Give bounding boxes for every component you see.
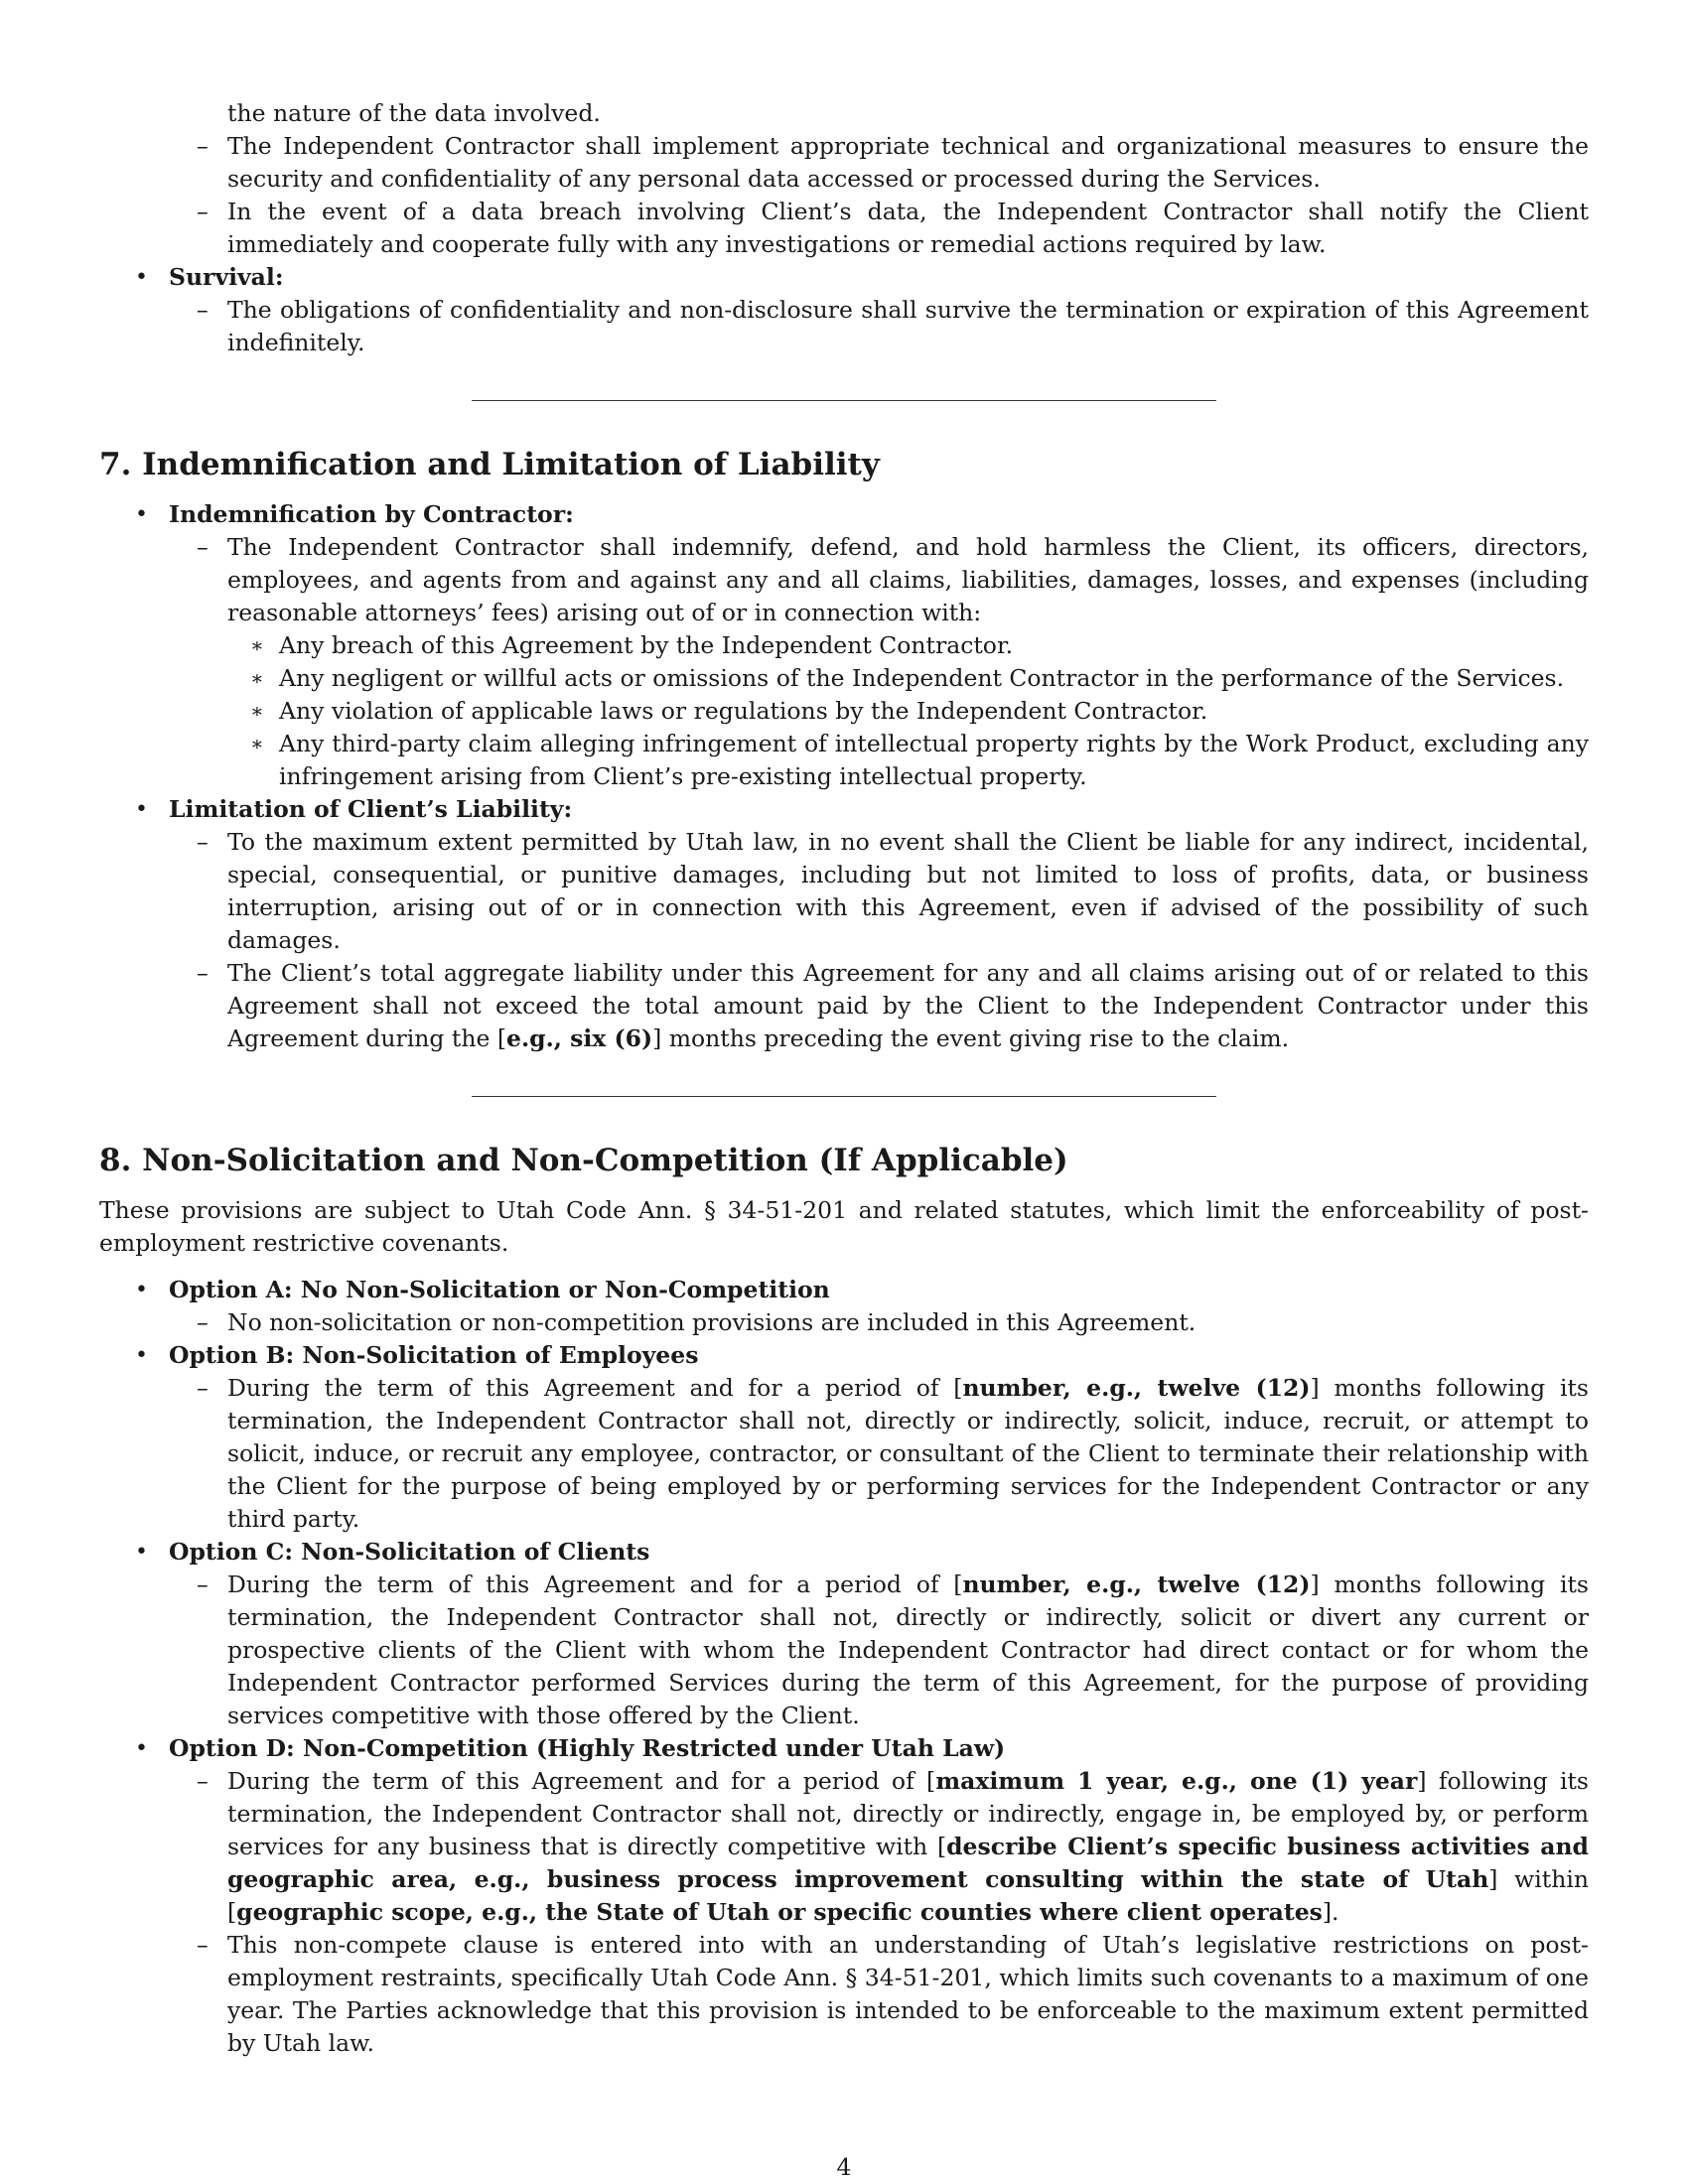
list-item: • Option B: Non-Solicitation of Employees bbox=[135, 1341, 699, 1369]
continued-line: the nature of the data involved. bbox=[227, 99, 601, 127]
list-item: – This non-compete clause is entered into with an understanding of Utah’s legislative restrictions on post-employment restraints, specifically Utah Code Ann. § 34-51-201, which limits such covenants to a maximum of one year. The Parties acknowledge that this provision is intended to be enforceable to the maximum extent permitted by Utah law. bbox=[197, 1931, 1589, 2057]
list-item: – To the maximum extent permitted by Utah law, in no event shall the Client be liable for any indirect, incidental, special, consequential, or punitive damages, including but not limited to loss of profits, data, or business interruption, arising out of or in connection with this Agreement, even if advised of the possibility of such damages. bbox=[197, 828, 1589, 954]
list-item: ∗ Any negligent or willful acts or omissions of the Independent Contractor in the performance of the Services. bbox=[250, 664, 1565, 692]
list-item: – The Client’s total aggregate liability under this Agreement for any and all claims arising out of or related to this Agreement shall not exceed the total amount paid by the Client to the Independent Contractor under this Agreement during the [e.g., six (6)] months preceding the event giving rise to the claim. bbox=[197, 959, 1589, 1052]
list-item: • Survival: bbox=[135, 263, 284, 291]
list-item: – During the term of this Agreement and for a period of [maximum 1 year, e.g., one (1) year] following its termination, the Independent Contractor shall not, directly or indirectly, engage in, be employed by, or perform services for any business that is directly competitive with [describe Client’s specific business activities and geographic area, e.g., business process improvement consulting within the state of Utah] within [geographic scope, e.g., the State of Utah or specific counties where client operates]. bbox=[197, 1767, 1589, 1926]
list-item: – During the term of this Agreement and for a period of [number, e.g., twelve (12)] months following its termination, the Independent Contractor shall not, directly or indirectly, solicit, induce, recruit, or attempt to solicit, induce, or recruit any employee, contractor, or consultant of the Client to terminate their relationship with the Client for the purpose of being employed by or performing services for the Independent Contractor or any third party. bbox=[197, 1374, 1589, 1533]
list-item: ∗ Any third-party claim alleging infringement of intellectual property rights by the Work Product, excluding any infringement arising from Client’s pre-existing intellectual property. bbox=[250, 730, 1589, 790]
list-item: • Option C: Non-Solicitation of Clients bbox=[135, 1538, 650, 1566]
document-page bbox=[99, 97, 1589, 2060]
list-item: – In the event of a data breach involving Client’s data, the Independent Contractor shall notify the Client immediately and cooperate fully with any investigations or remedial actions required by law. bbox=[197, 198, 1589, 258]
section-divider bbox=[472, 400, 1216, 401]
section-divider bbox=[472, 1096, 1216, 1097]
list-item: • Indemnification by Contractor: bbox=[135, 500, 574, 528]
page-number: 4 bbox=[836, 2153, 852, 2181]
list-item: – No non-solicitation or non-competition provisions are included in this Agreement. bbox=[197, 1308, 1196, 1336]
list-item: • Limitation of Client’s Liability: bbox=[135, 795, 573, 823]
section-heading: 8. Non-Solicitation and Non-Competition (If Applicable) bbox=[99, 1143, 1068, 1178]
list-item: ∗ Any breach of this Agreement by the Independent Contractor. bbox=[250, 631, 1014, 659]
list-item: – The Independent Contractor shall implement appropriate technical and organizational measures to ensure the security and confidentiality of any personal data accessed or processed during the Services. bbox=[197, 132, 1589, 193]
list-item: • Option A: No Non-Solicitation or Non-Competition bbox=[135, 1276, 830, 1303]
section-heading: 7. Indemnification and Limitation of Liability bbox=[99, 447, 880, 482]
list-item: – The Independent Contractor shall indemnify, defend, and hold harmless the Client, its officers, directors, employees, and agents from and against any and all claims, liabilities, damages, losses, and expenses (including reasonable attorneys’ fees) arising out of or in connection with: bbox=[197, 533, 1589, 626]
list-item: • Option D: Non-Competition (Highly Restricted under Utah Law) bbox=[135, 1734, 1006, 1762]
list-item: ∗ Any violation of applicable laws or regulations by the Independent Contractor. bbox=[250, 697, 1208, 725]
list-item: – During the term of this Agreement and for a period of [number, e.g., twelve (12)] months following its termination, the Independent Contractor shall not, directly or indirectly, solicit or divert any current or prospective clients of the Client with whom the Independent Contractor had direct contact or for whom the Independent Contractor performed Services during the term of this Agreement, for the purpose of providing services competitive with those offered by the Client. bbox=[197, 1570, 1589, 1729]
section-intro: These provisions are subject to Utah Code Ann. § 34-51-201 and related statutes, which limit the enforceability of post-employment restrictive covenants. bbox=[99, 1196, 1589, 1257]
list-item: – The obligations of confidentiality and non-disclosure shall survive the termination or expiration of this Agreement indefinitely. bbox=[197, 296, 1589, 356]
